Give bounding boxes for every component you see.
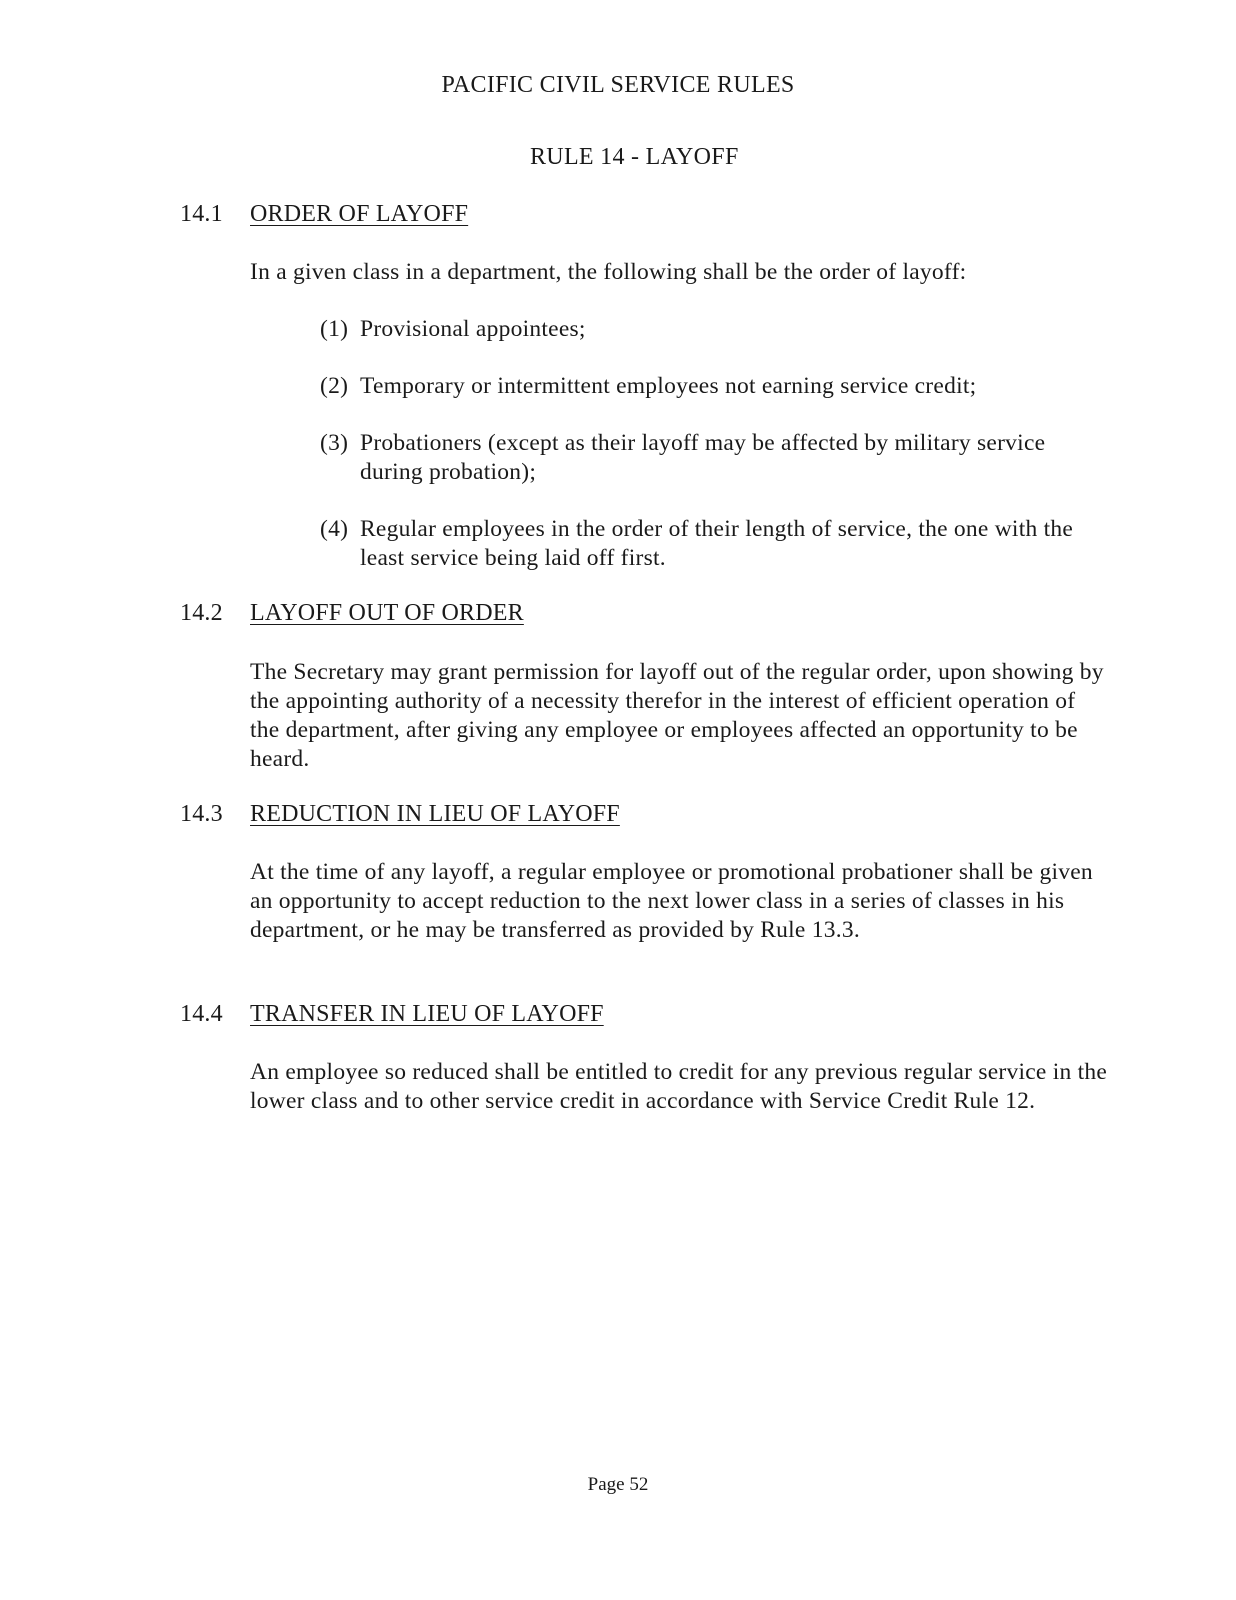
section-heading-14-4	[180, 1001, 604, 1028]
list-item	[320, 315, 1090, 344]
page-number: Page 52	[587, 1474, 649, 1495]
list-marker: (1)	[320, 316, 349, 342]
list-item	[320, 515, 1090, 573]
section-title: REDUCTION IN LIEU OF LAYOFF	[250, 801, 620, 827]
list-marker: (4)	[320, 516, 349, 542]
section-body-14-2: The Secretary may grant permission for layoff out of the regular order, upon showing by the appointing authority of a necessity therefor in the interest of efficient operation of the department, after giving any employee or employees affected an opportunity to be heard.	[250, 659, 1104, 772]
section-intro-14-1: In a given class in a department, the following shall be the order of layoff:	[250, 259, 967, 285]
list-marker: (2)	[320, 373, 349, 399]
section-body-14-3: At the time of any layoff, a regular employee or promotional probationer shall be given an opportunity to accept reduction to the next lower class in a series of classes in his department, or he may be transferred as provided by Rule 13.3.	[250, 859, 1093, 943]
list-item	[320, 429, 1090, 487]
section-number: 14.1	[180, 201, 223, 227]
list-item-text: Temporary or intermittent employees not earning service credit;	[360, 373, 977, 399]
section-title: TRANSFER IN LIEU OF LAYOFF	[250, 1001, 604, 1027]
section-number: 14.2	[180, 600, 223, 626]
section-title: LAYOFF OUT OF ORDER	[250, 600, 524, 626]
rule-title: RULE 14 - LAYOFF	[530, 144, 739, 170]
section-heading-14-2	[180, 600, 524, 627]
list-item-text: Regular employees in the order of their length of service, the one with the least service being laid off first.	[360, 516, 1074, 571]
section-heading-14-1	[180, 201, 468, 228]
section-title: ORDER OF LAYOFF	[250, 201, 469, 227]
list-item-text: Probationers (except as their layoff may be affected by military service during probation);	[360, 430, 1046, 485]
section-heading-14-3	[180, 801, 620, 828]
document-header: PACIFIC CIVIL SERVICE RULES	[441, 72, 795, 98]
section-number: 14.3	[180, 801, 223, 827]
list-item	[320, 372, 1090, 401]
section-number: 14.4	[180, 1001, 223, 1027]
list-marker: (3)	[320, 430, 349, 456]
list-item-text: Provisional appointees;	[360, 316, 586, 342]
section-body-14-4: An employee so reduced shall be entitled to credit for any previous regular service in the lower class and to other service credit in accordance with Service Credit Rule 12.	[250, 1059, 1108, 1114]
